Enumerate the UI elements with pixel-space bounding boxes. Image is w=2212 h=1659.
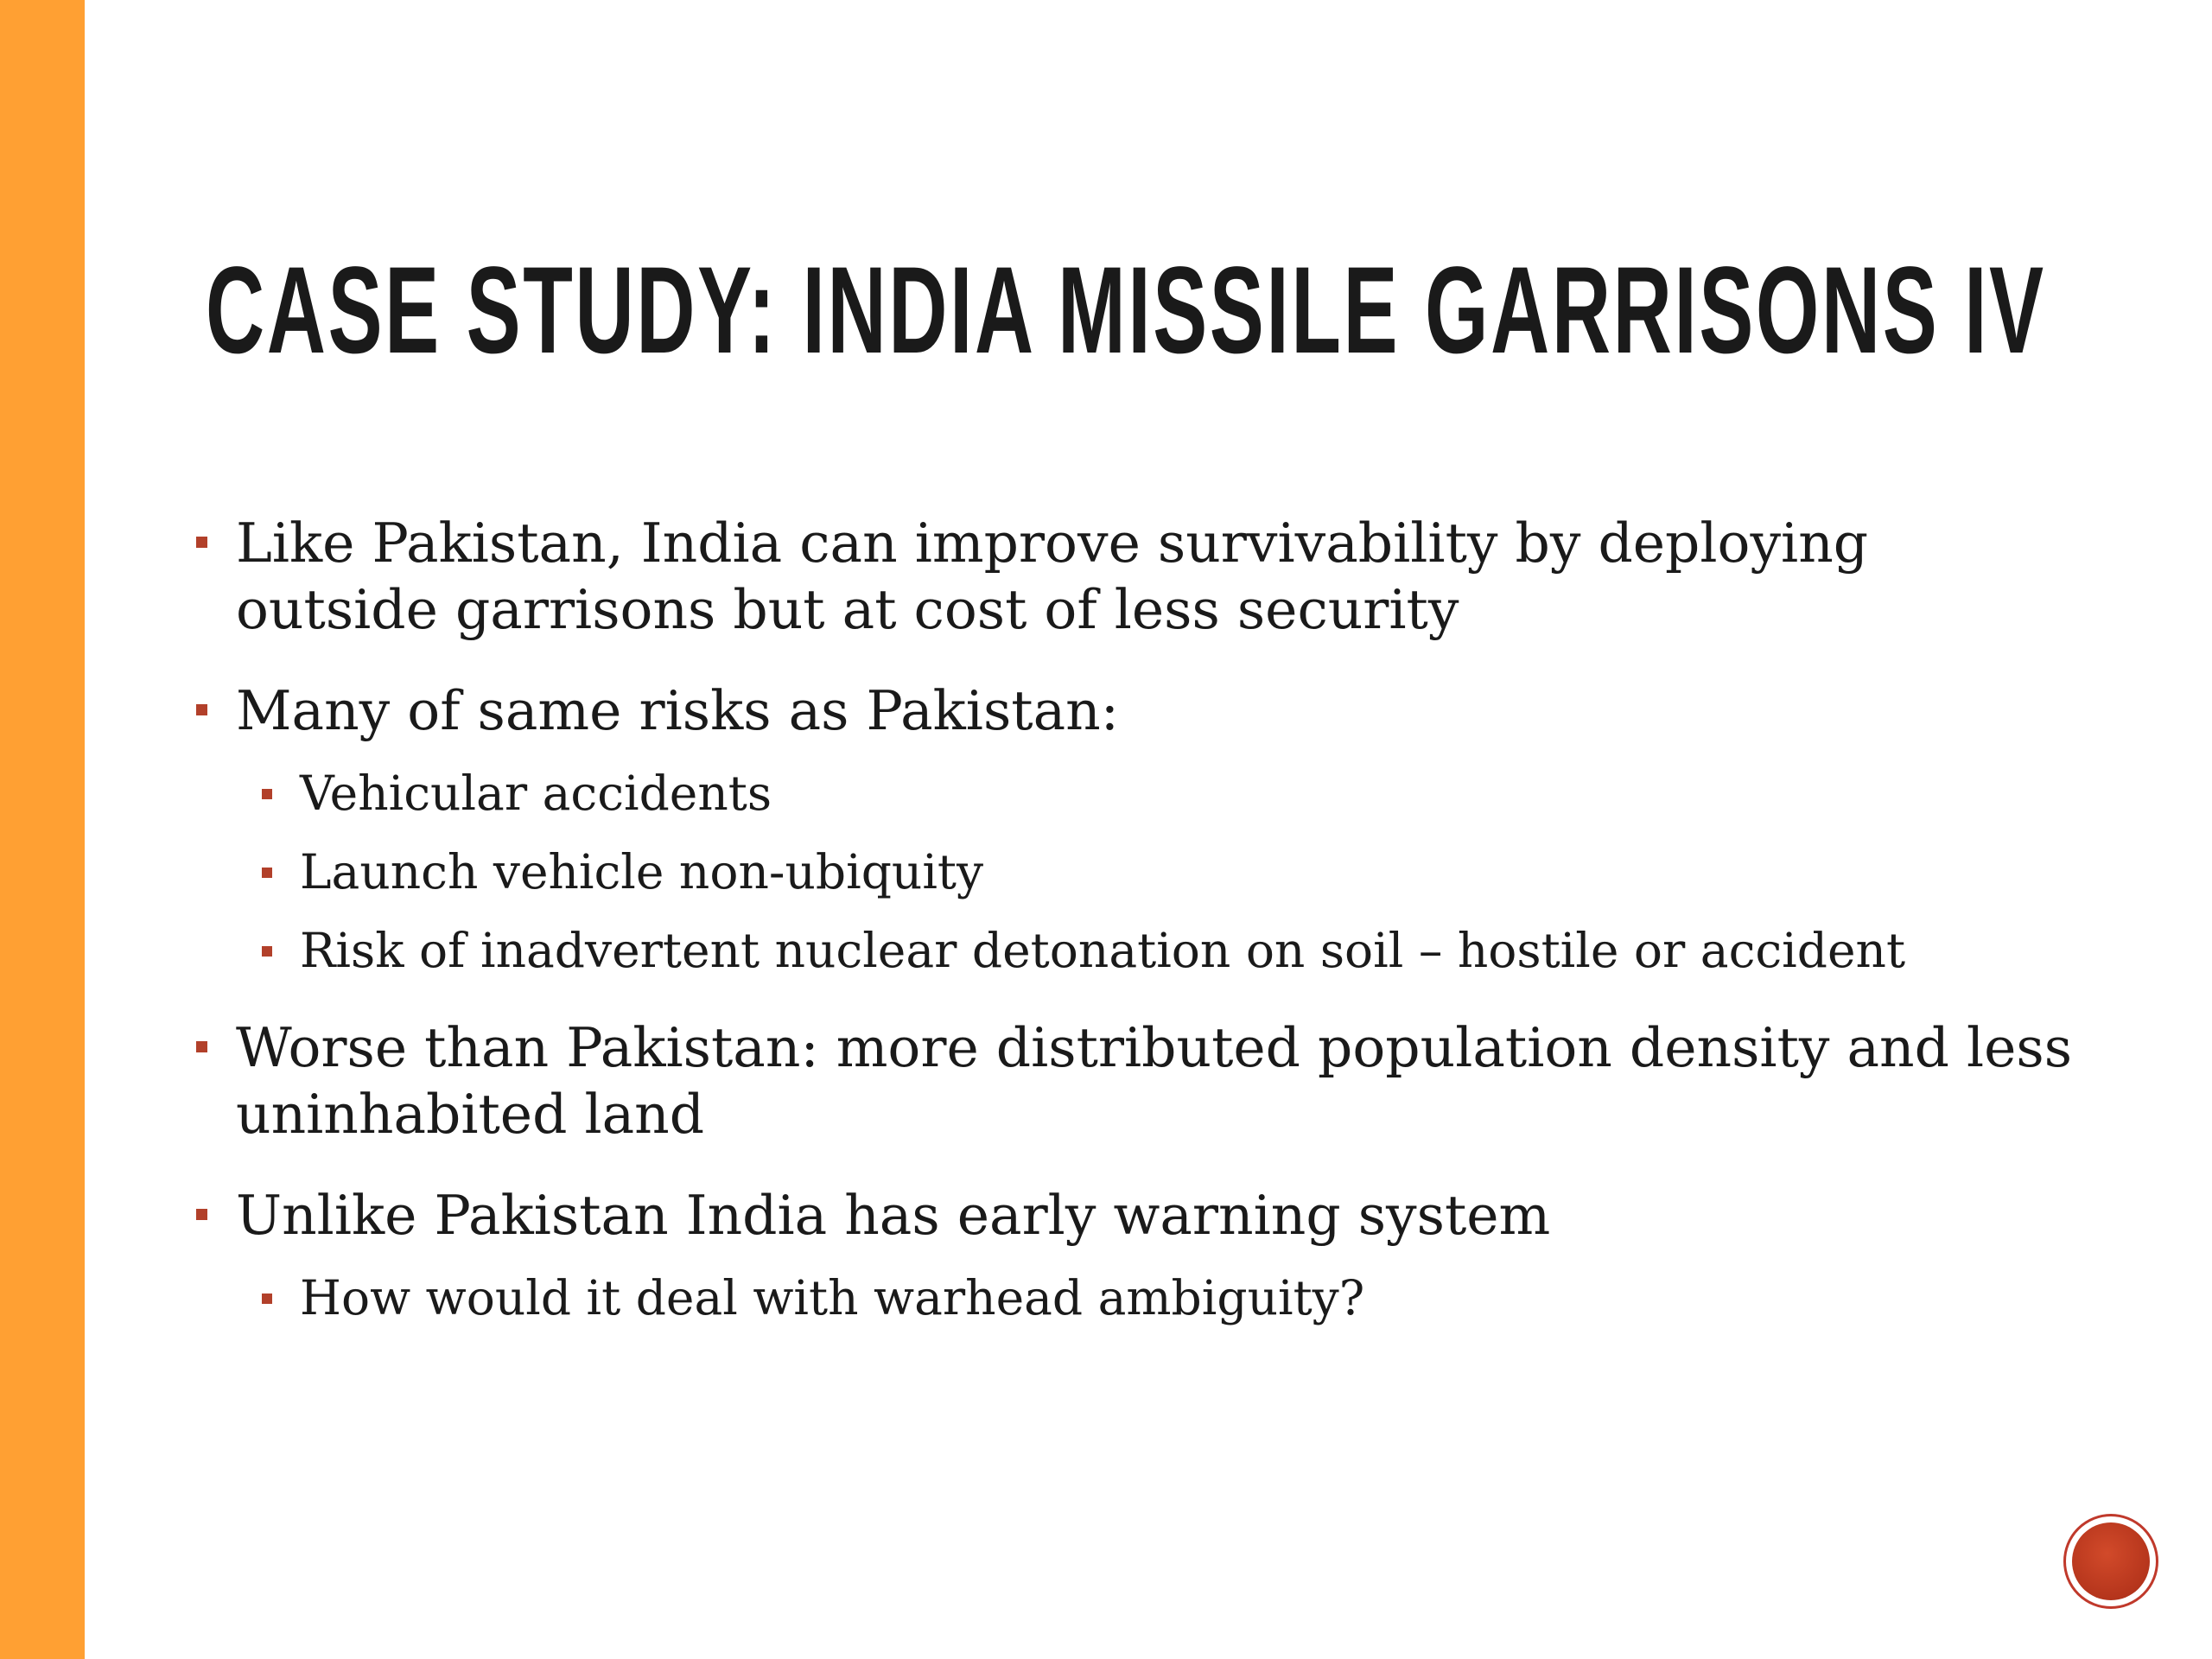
square-bullet-icon bbox=[196, 1041, 207, 1052]
sub-bullet-text: How would it deal with warhead ambiguity? bbox=[300, 1270, 1365, 1325]
sub-bullet-item bbox=[260, 922, 2078, 980]
bullet-item bbox=[194, 677, 2078, 744]
bullet-text: Many of same risks as Pakistan: bbox=[236, 679, 1119, 742]
sub-bullet-text: Vehicular accidents bbox=[300, 766, 772, 821]
sub-bullet-item bbox=[260, 1269, 2078, 1327]
bullet-list bbox=[194, 510, 2078, 1327]
bullet-text: Like Pakistan, India can improve survivability by deploying outside garrisons but at cost of less security bbox=[236, 512, 1869, 641]
bullet-item bbox=[194, 1014, 2078, 1147]
square-bullet-icon bbox=[262, 868, 272, 878]
bullet-text: Worse than Pakistan: more distributed population density and less uninhabited land bbox=[236, 1016, 2073, 1146]
slide-title: CASE STUDY: INDIA MISSILE GARRISONS IV bbox=[206, 242, 2046, 379]
sub-bullet-item bbox=[260, 765, 2078, 823]
sub-bullet-text: Launch vehicle non-ubiquity bbox=[300, 844, 984, 899]
bullet-item bbox=[194, 510, 2078, 643]
square-bullet-icon bbox=[262, 946, 272, 957]
bullet-text: Unlike Pakistan India has early warning system bbox=[236, 1184, 1551, 1247]
square-bullet-icon bbox=[196, 537, 207, 548]
square-bullet-icon bbox=[196, 704, 207, 715]
circle-icon bbox=[2072, 1522, 2150, 1600]
sub-bullet-item bbox=[260, 843, 2078, 901]
slide-nav-button[interactable] bbox=[2063, 1514, 2158, 1609]
sub-bullet-text: Risk of inadvertent nuclear detonation on soil – hostile or accident bbox=[300, 923, 1906, 978]
bullet-item bbox=[194, 1182, 2078, 1249]
accent-bar bbox=[0, 0, 85, 1659]
square-bullet-icon bbox=[196, 1209, 207, 1220]
square-bullet-icon bbox=[262, 1294, 272, 1304]
square-bullet-icon bbox=[262, 789, 272, 799]
